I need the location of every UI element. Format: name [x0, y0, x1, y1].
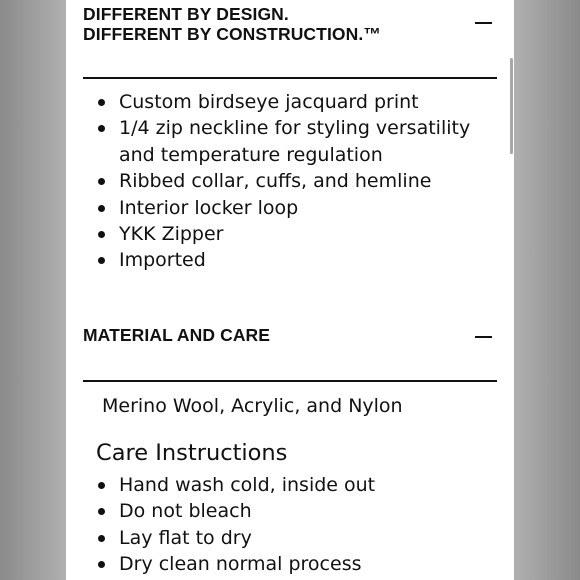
care-instructions-title: Care Instructions — [96, 440, 288, 466]
list-item: Imported — [94, 247, 494, 273]
list-item: Hand wash cold, inside out — [94, 472, 494, 498]
material-section-divider — [83, 380, 497, 382]
list-item: Ribbed collar, cuffs, and hemline — [94, 168, 494, 194]
product-details-panel — [66, 0, 514, 580]
background-left — [0, 0, 66, 580]
list-item: Do not bleach — [94, 498, 494, 524]
collapse-material-section-minus-icon[interactable] — [475, 336, 492, 338]
scrollbar-thumb[interactable] — [510, 58, 513, 154]
care-instructions-list — [94, 472, 494, 578]
features-list — [94, 89, 494, 274]
background-right — [514, 0, 580, 580]
collapse-design-section-minus-icon[interactable] — [475, 22, 492, 24]
material-section-heading[interactable]: MATERIAL AND CARE — [83, 325, 271, 345]
design-section-divider — [83, 77, 497, 79]
list-item: Interior locker loop — [94, 195, 494, 221]
design-heading-line2: DIFFERENT BY CONSTRUCTION.™ — [83, 24, 381, 44]
list-item: Lay flat to dry — [94, 525, 494, 551]
materials-text: Merino Wool, Acrylic, and Nylon — [102, 395, 403, 417]
design-section-heading[interactable] — [83, 4, 381, 44]
list-item: Custom birdseye jacquard print — [94, 89, 494, 115]
design-heading-line1: DIFFERENT BY DESIGN. — [83, 4, 289, 24]
list-item: 1/4 zip neckline for styling versatility and temperature regulation — [94, 115, 494, 168]
list-item: YKK Zipper — [94, 221, 494, 247]
list-item: Dry clean normal process — [94, 551, 494, 577]
